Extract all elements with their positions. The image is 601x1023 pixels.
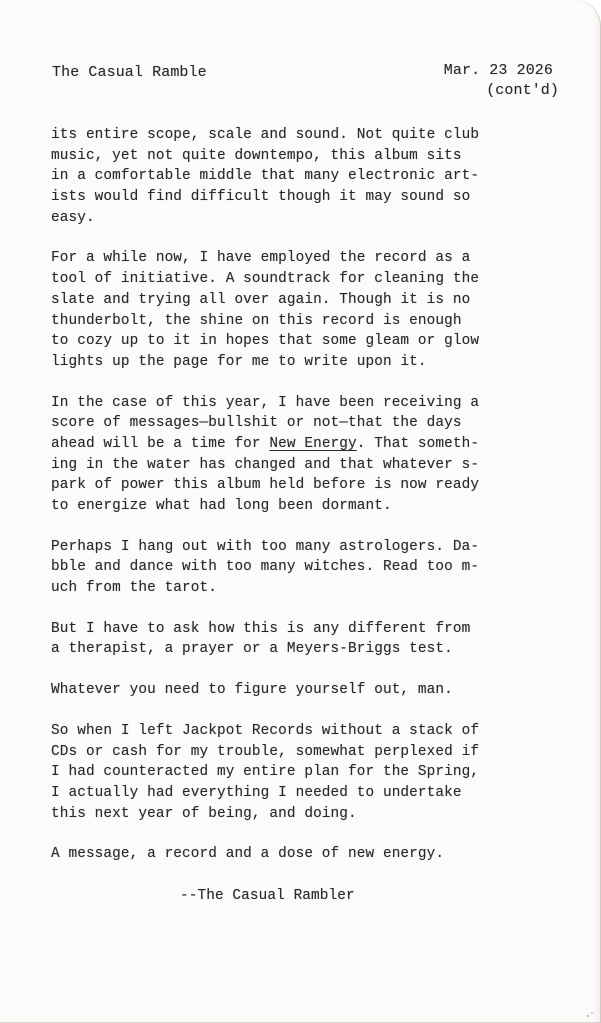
text-line: its entire scope, scale and sound. Not quite club <box>51 127 480 143</box>
paragraph <box>51 721 566 824</box>
text-line: In the case of this year, I have been receiving a <box>51 394 480 411</box>
text-line: Whatever you need to figure yourself out, man. <box>51 682 453 699</box>
text-line: Perhaps I hang out with too many astrologers. Da- <box>51 538 480 555</box>
text-line: a therapist, a prayer or a Meyers-Briggs test. <box>51 641 453 658</box>
text-line: thunderbolt, the shine on this record is enough <box>51 312 462 329</box>
text-line: slate and trying all over again. Though it is no <box>51 291 471 308</box>
text-line: to energize what had long been dormant. <box>51 498 392 514</box>
continued-note: (cont'd) <box>486 82 559 99</box>
text-line: tool of initiative. A soundtrack for cleaning the <box>51 271 480 288</box>
paragraph <box>51 537 566 599</box>
text-line: I actually had everything I needed to undertake <box>51 784 462 801</box>
text-line: But I have to ask how this is any different from <box>51 620 471 637</box>
text-line: in a comfortable middle that many electronic art- <box>51 168 480 185</box>
text-line: park of power this album held before is now ready <box>51 477 480 494</box>
text-line: bble and dance with too many witches. Read too m- <box>51 559 480 576</box>
paragraph <box>51 248 566 372</box>
text-line: lights up the page for me to write upon it. <box>51 353 427 370</box>
paragraph <box>51 393 566 517</box>
page-title: The Casual Ramble <box>52 64 207 81</box>
underlined-phrase: New Energy <box>269 435 357 452</box>
text-line: For a while now, I have employed the record as a <box>51 250 471 267</box>
text-line: ahead will be a time for New Energy. That someth- <box>51 435 480 452</box>
text-line: A message, a record and a dose of new energy. <box>51 846 445 863</box>
paragraph <box>51 680 566 701</box>
text-line: score of messages—bullshit or not—that the days <box>51 415 462 432</box>
text-line: So when I left Jackpot Records without a stack of <box>51 722 480 739</box>
text-line: music, yet not quite downtempo, this album sits <box>51 147 462 164</box>
signoff: --The Casual Rambler <box>180 888 355 904</box>
date-block <box>443 61 559 101</box>
text-line: I had counteracted my entire plan for the Spring, <box>51 764 480 781</box>
text-line: ing in the water has changed and that whatever s- <box>51 456 480 473</box>
text-line: CDs or cash for my trouble, somewhat perplexed if <box>51 743 480 760</box>
text-line: this next year of being, and doing. <box>51 805 357 822</box>
text-line: ists would find difficult though it may sound so <box>51 189 471 206</box>
paragraph <box>51 844 566 865</box>
paragraph <box>51 125 566 228</box>
page-corner-mark-icon <box>585 1009 595 1019</box>
date: Mar. 23 2026 <box>443 62 553 79</box>
paragraph <box>51 619 566 660</box>
article-body <box>51 125 566 885</box>
text-line: uch from the tarot. <box>51 580 217 597</box>
text-line: to cozy up to it in hopes that some gleam or glow <box>51 333 480 350</box>
text-line: easy. <box>51 209 95 226</box>
